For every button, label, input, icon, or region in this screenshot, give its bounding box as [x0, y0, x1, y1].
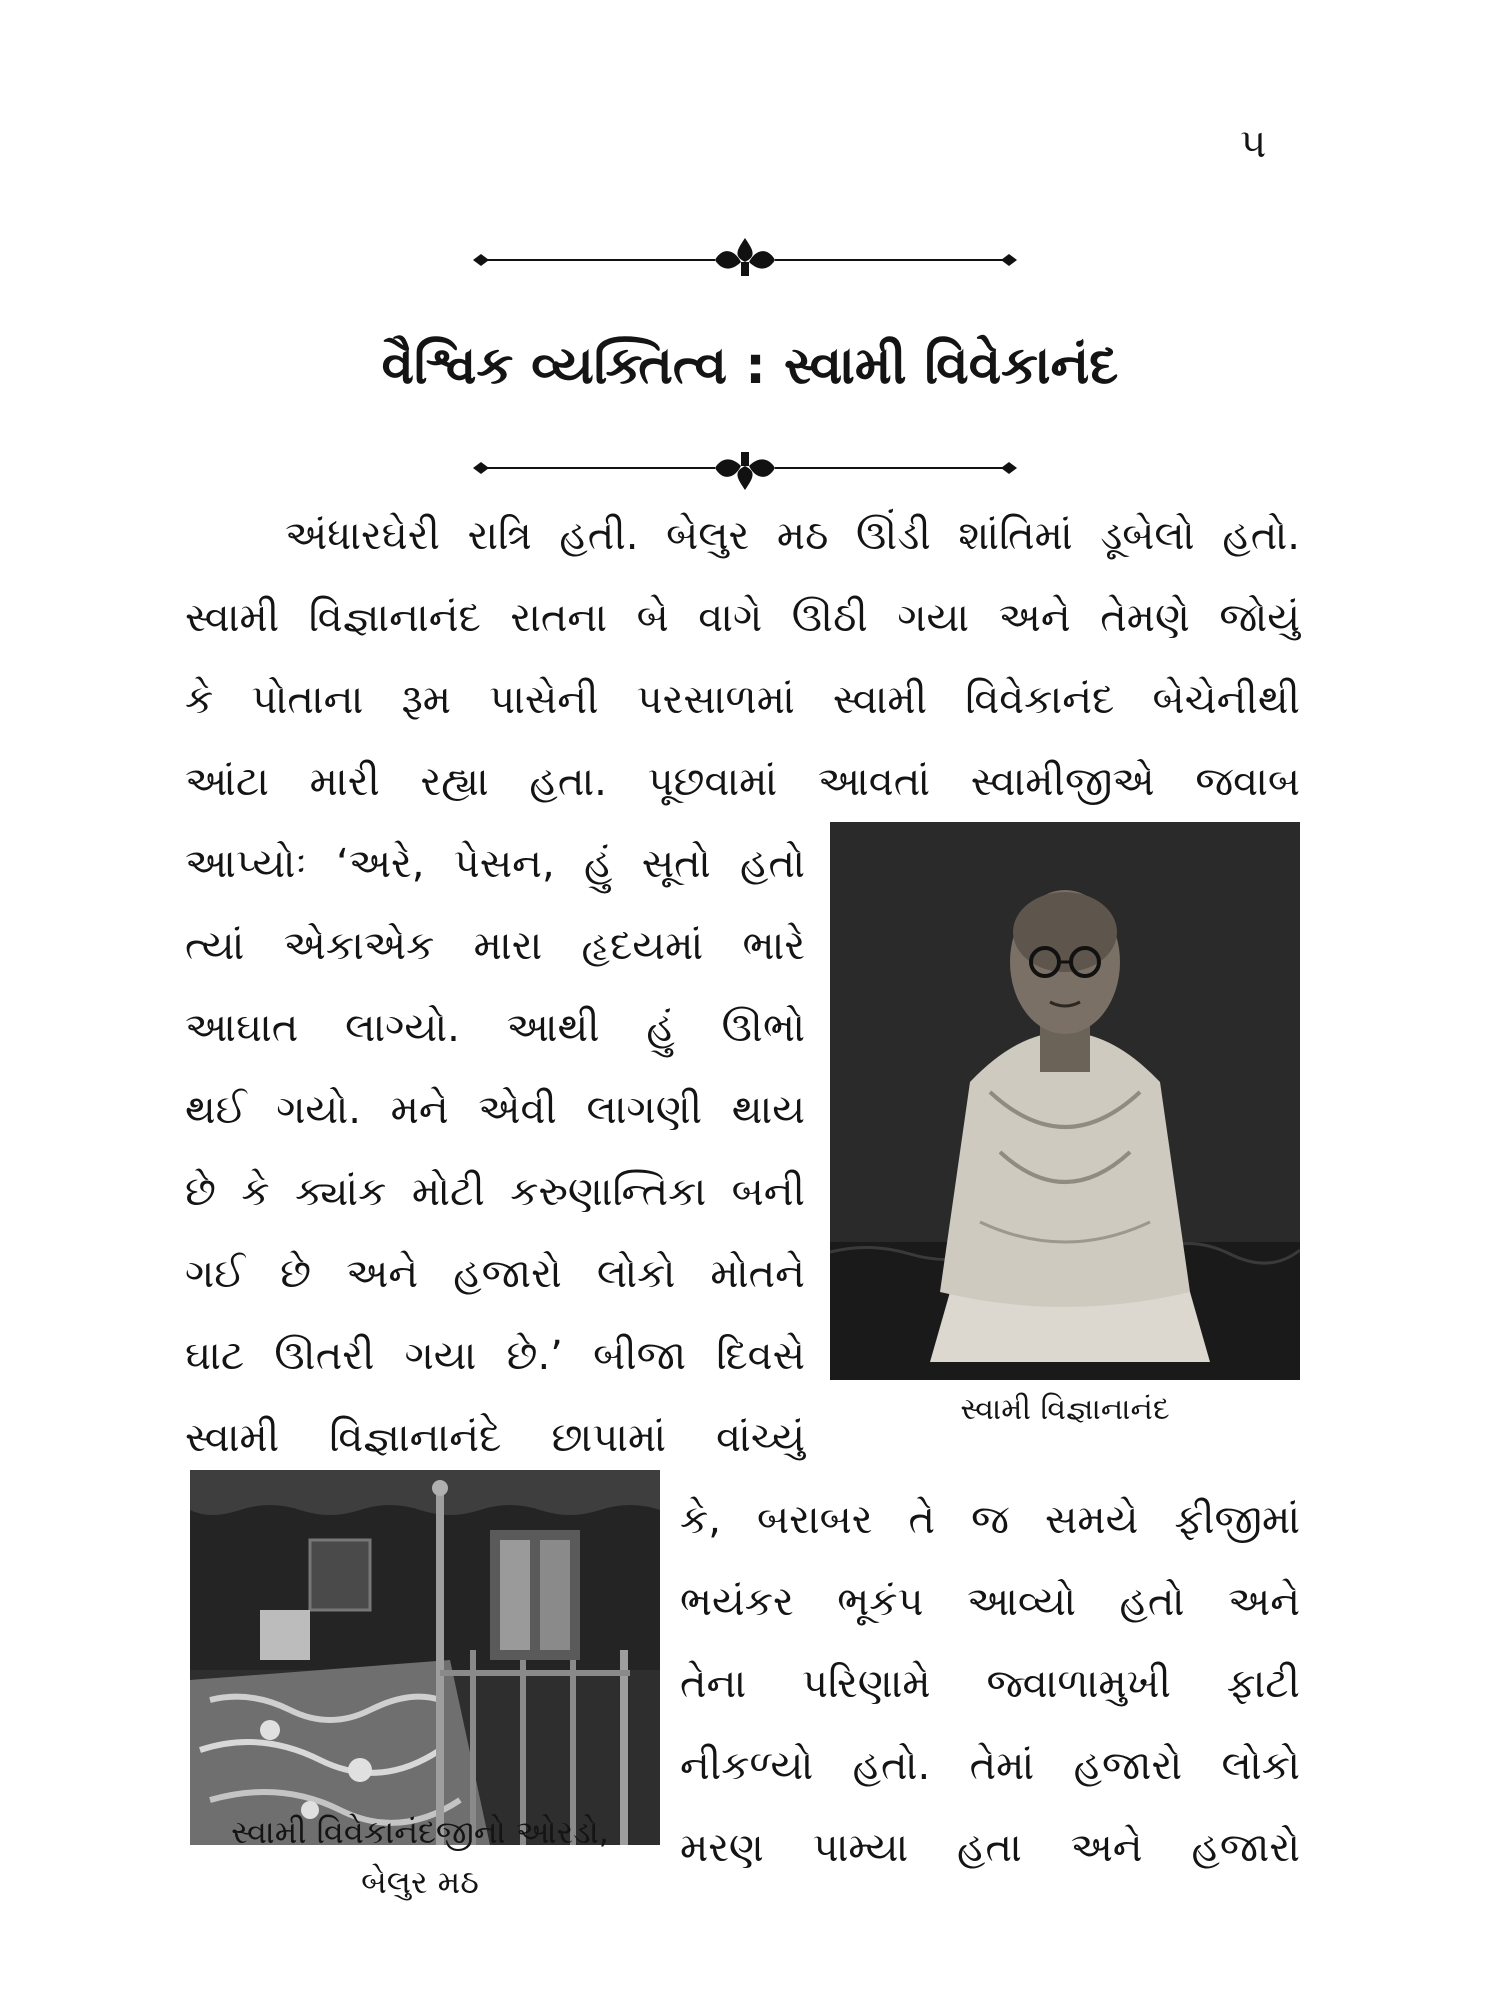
paragraph-line: થઈ ગયો. મને એવી લાગણી થાય [185, 1087, 805, 1133]
paragraph-line: તેના પરિણામે જ્વાળામુખી ફાટી [680, 1661, 1300, 1707]
page-title: વૈશ્વિક વ્યક્તિત્વ : સ્વામી વિવેકાનંદ [381, 336, 1119, 396]
portrait-illustration [830, 822, 1300, 1380]
paragraph-line: સ્વામી વિજ્ઞાનાનંદે છાપામાં વાંચ્યું [185, 1415, 805, 1461]
paragraph-line: આઘાત લાગ્યો. આથી હું ઊભો [185, 1005, 805, 1051]
paragraph-line: ત્યાં એકાએક મારા હૃદયમાં ભારે [185, 923, 805, 969]
paragraph-line: કે પોતાના રૂમ પાસેની પરસાળમાં સ્વામી વિવેકાનંદ બેચેનીથી [185, 677, 1300, 723]
paragraph-line: આંટા મારી રહ્યા હતા. પૂછવામાં આવતાં સ્વામીજીએ જવાબ [185, 759, 1300, 805]
paragraph-line: ગઈ છે અને હજારો લોકો મોતને [185, 1251, 805, 1297]
paragraph-line: અંધારઘેરી રાત્રિ હતી. બેલુર મઠ ઊંડી શાંતિમાં ડૂબેલો હતો. [285, 513, 1300, 559]
paragraph-line: મરણ પામ્યા હતા અને હજારો [680, 1825, 1300, 1871]
paragraph-line: સ્વામી વિજ્ઞાનાનંદ રાતના બે વાગે ઊઠી ગયા અને તેમણે જોયું [185, 595, 1300, 641]
paragraph-line: ભયંકર ભૂકંપ આવ્યો હતો અને [680, 1579, 1300, 1625]
room-caption-line-2: બેલુર મઠ [361, 1863, 479, 1901]
paragraph-line: નીકળ્યો હતો. તેમાં હજારો લોકો [680, 1743, 1300, 1789]
paragraph-line: કે, બરાબર તે જ સમયે ફીજીમાં [680, 1497, 1300, 1543]
paragraph-line: આપ્યોઃ ‘અરે, પેસન, હું સૂતો હતો [185, 841, 805, 887]
portrait-caption: સ્વામી વિજ્ઞાનાનંદ [960, 1392, 1170, 1427]
paragraph-line: ઘાટ ઊતરી ગયા છે.’ બીજા દિવસે [185, 1333, 805, 1379]
ornament-divider-bottom [465, 440, 1025, 496]
page-number: ૫ [1240, 121, 1267, 167]
photo-vivekananda-room [190, 1470, 660, 1845]
room-caption-line-1: સ્વામી વિવેકાનંદજીનો ઓરડો, [231, 1813, 609, 1851]
photo-swami-vijnanananda [830, 822, 1300, 1380]
room-illustration [190, 1470, 660, 1845]
ornament-divider-top [465, 232, 1025, 288]
paragraph-line: છે કે ક્યાંક મોટી કરુણાન્તિકા બની [185, 1169, 805, 1215]
